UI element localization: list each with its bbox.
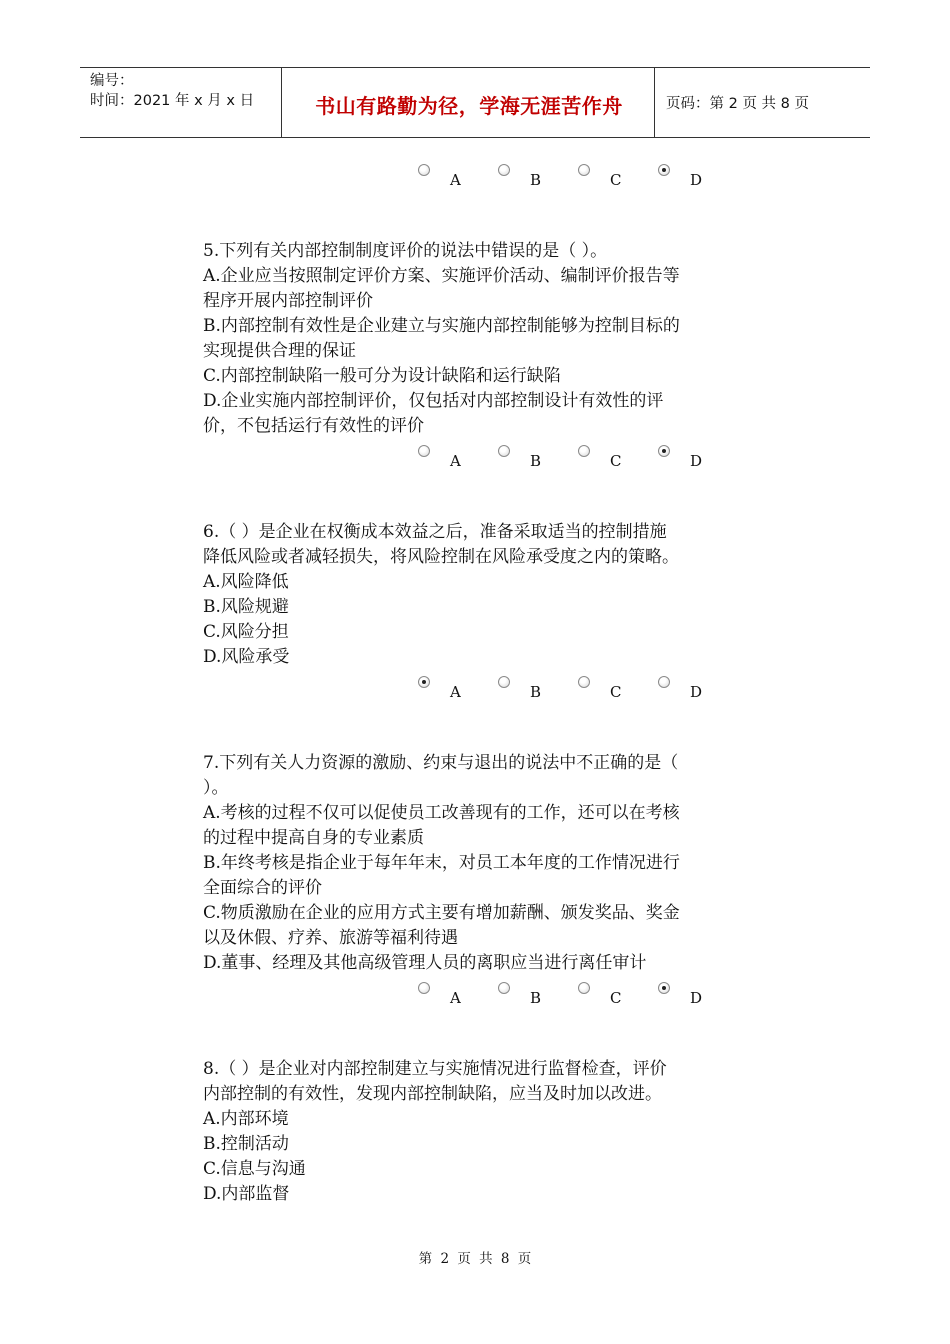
radio-option-label: B [530, 452, 542, 470]
radio-option-c[interactable] [578, 982, 638, 1012]
question-line: 全面综合的评价 [203, 878, 322, 898]
question-line: 8.（ ）是企业对内部控制建立与实施情况进行监督检查，评价 [203, 1059, 667, 1079]
radio-option-label: A [450, 452, 461, 470]
radio-button-icon[interactable] [658, 445, 670, 457]
radio-option-label: A [450, 989, 461, 1007]
radio-button-icon[interactable] [658, 982, 670, 994]
question-line: A.内部环境 [203, 1109, 289, 1129]
question-line: D.董事、经理及其他高级管理人员的离职应当进行离任审计 [203, 953, 647, 973]
question-line: A.考核的过程不仅可以促使员工改善现有的工作，还可以在考核 [203, 803, 680, 823]
question-line: B.控制活动 [203, 1134, 289, 1154]
question-line: B.风险规避 [203, 597, 289, 617]
radio-option-label: C [610, 683, 622, 701]
radio-option-d[interactable] [658, 676, 718, 706]
answer-options-q5 [418, 445, 748, 475]
question-line: C.信息与沟通 [203, 1159, 306, 1179]
radio-button-icon[interactable] [658, 164, 670, 176]
radio-button-icon[interactable] [578, 445, 590, 457]
question-5 [203, 239, 763, 439]
question-line: 程序开展内部控制评价 [203, 291, 373, 311]
radio-option-label: A [450, 683, 461, 701]
radio-option-d[interactable] [658, 982, 718, 1012]
radio-button-icon[interactable] [498, 676, 510, 688]
question-line: D.企业实施内部控制评价，仅包括对内部控制设计有效性的评 [203, 391, 664, 411]
radio-option-label: D [690, 452, 703, 470]
question-line: B.内部控制有效性是企业建立与实施内部控制能够为控制目标的 [203, 316, 680, 336]
header-page-info: 页码：第 2 页 共 8 页 [666, 96, 809, 112]
question-line: C.物质激励在企业的应用方式主要有增加薪酬、颁发奖品、奖金 [203, 903, 680, 923]
radio-option-label: D [690, 989, 703, 1007]
radio-option-label: B [530, 171, 542, 189]
radio-option-b[interactable] [498, 445, 558, 475]
radio-option-a[interactable] [418, 982, 478, 1012]
radio-option-d[interactable] [658, 445, 718, 475]
radio-button-icon[interactable] [418, 982, 430, 994]
radio-option-label: C [610, 989, 622, 1007]
question-line: 内部控制的有效性，发现内部控制缺陷，应当及时加以改进。 [203, 1084, 662, 1104]
question-line: A.风险降低 [203, 572, 289, 592]
question-line: A.企业应当按照制定评价方案、实施评价活动、编制评价报告等 [203, 266, 680, 286]
radio-option-b[interactable] [498, 982, 558, 1012]
question-line: D.内部监督 [203, 1184, 290, 1204]
radio-button-icon[interactable] [498, 982, 510, 994]
radio-option-b[interactable] [498, 164, 558, 194]
radio-button-icon[interactable] [498, 445, 510, 457]
answer-options-q6 [418, 676, 748, 706]
radio-option-label: C [610, 171, 622, 189]
radio-option-c[interactable] [578, 676, 638, 706]
radio-button-icon[interactable] [578, 164, 590, 176]
question-6 [203, 520, 763, 670]
header-motto: 书山有路勤为径，学海无涯苦作舟 [315, 94, 623, 118]
radio-button-icon[interactable] [418, 676, 430, 688]
question-line: 6.（ ）是企业在权衡成本效益之后，准备采取适当的控制措施 [203, 522, 667, 542]
header-meta [90, 71, 254, 111]
document-header [80, 67, 870, 138]
question-line: 以及休假、疗养、旅游等福利待遇 [203, 928, 458, 948]
radio-option-a[interactable] [418, 676, 478, 706]
page-footer: 第 2 页 共 8 页 [418, 1251, 532, 1267]
radio-option-label: A [450, 171, 461, 189]
question-line: ）。 [203, 778, 229, 798]
radio-option-label: B [530, 683, 542, 701]
radio-option-b[interactable] [498, 676, 558, 706]
radio-button-icon[interactable] [578, 676, 590, 688]
question-line: C.风险分担 [203, 622, 289, 642]
radio-option-label: B [530, 989, 542, 1007]
question-line: D.风险承受 [203, 647, 290, 667]
question-line: 7.下列有关人力资源的激励、约束与退出的说法中不正确的是（ [203, 753, 679, 773]
radio-option-a[interactable] [418, 164, 478, 194]
header-divider [654, 68, 655, 137]
document-number-label: 编号： [90, 73, 134, 89]
radio-option-d[interactable] [658, 164, 718, 194]
answer-options-q4 [418, 164, 748, 194]
question-line: 的过程中提高自身的专业素质 [203, 828, 424, 848]
radio-button-icon[interactable] [418, 445, 430, 457]
question-line: 5.下列有关内部控制制度评价的说法中错误的是（ ）。 [203, 241, 608, 261]
radio-option-c[interactable] [578, 445, 638, 475]
document-time-label: 时间：2021 年 x 月 x 日 [90, 93, 255, 109]
question-7 [203, 751, 763, 976]
radio-option-label: C [610, 452, 622, 470]
radio-button-icon[interactable] [578, 982, 590, 994]
radio-button-icon[interactable] [418, 164, 430, 176]
radio-option-label: D [690, 683, 703, 701]
question-line: 价，不包括运行有效性的评价 [203, 416, 424, 436]
radio-option-label: D [690, 171, 703, 189]
question-line: B.年终考核是指企业于每年年末，对员工本年度的工作情况进行 [203, 853, 680, 873]
radio-option-a[interactable] [418, 445, 478, 475]
radio-button-icon[interactable] [658, 676, 670, 688]
question-line: 降低风险或者减轻损失，将风险控制在风险承受度之内的策略。 [203, 547, 679, 567]
question-line: 实现提供合理的保证 [203, 341, 356, 361]
radio-option-c[interactable] [578, 164, 638, 194]
radio-button-icon[interactable] [498, 164, 510, 176]
question-line: C.内部控制缺陷一般可分为设计缺陷和运行缺陷 [203, 366, 561, 386]
answer-options-q7 [418, 982, 748, 1012]
question-8 [203, 1057, 763, 1207]
